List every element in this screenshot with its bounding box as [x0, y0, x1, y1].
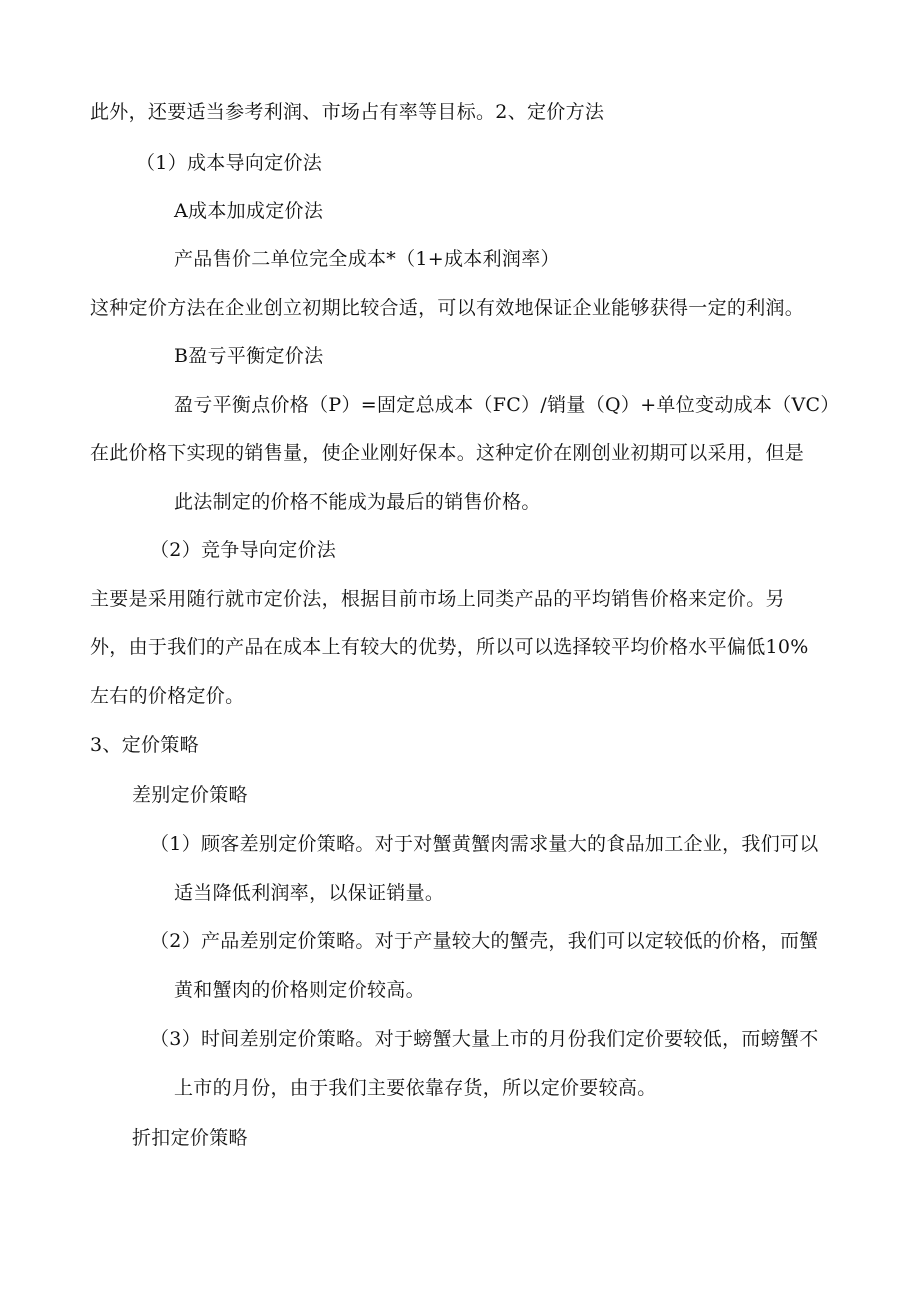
text-line-competition-3: 左右的价格定价。: [90, 685, 245, 707]
subheading-differential-pricing: 差别定价策略: [132, 784, 248, 806]
text-line-competition-1: 主要是采用随行就市定价法，根据目前市场上同类产品的平均销售价格来定价。另: [90, 588, 785, 610]
text-line-breakeven-note-1: 在此价格下实现的销售量，使企业刚好保本。这种定价在刚创业初期可以采用，但是: [90, 442, 805, 464]
heading-cost-oriented-pricing: （1）成本导向定价法: [136, 152, 323, 174]
subheading-cost-plus-pricing: A成本加成定价法: [174, 200, 324, 222]
text-line-product-diff-2: 黄和蟹肉的价格则定价较高。: [174, 979, 425, 1001]
text-line-time-diff-2: 上市的月份，由于我们主要依靠存货，所以定价要较高。: [174, 1077, 657, 1099]
heading-competition-pricing: （2）竞争导向定价法: [150, 539, 337, 561]
formula-cost-plus: 产品售价二单位完全成本*（1+成本利润率）: [174, 248, 560, 270]
text-line-cost-plus-note: 这种定价方法在企业创立初期比较合适，可以有效地保证企业能够获得一定的利润。: [90, 297, 805, 319]
heading-pricing-strategy: 3、定价策略: [90, 734, 199, 756]
formula-breakeven: 盈亏平衡点价格（P）=固定总成本（FC）/销量（Q）+单位变动成本（VC）: [174, 394, 840, 416]
text-line-breakeven-note-2: 此法制定的价格不能成为最后的销售价格。: [174, 491, 541, 513]
subheading-breakeven-pricing: B盈亏平衡定价法: [174, 345, 324, 367]
text-line-product-diff-1: （2）产品差别定价策略。对于产量较大的蟹壳，我们可以定较低的价格，而蟹: [150, 930, 819, 952]
text-line-customer-diff-2: 适当降低利润率，以保证销量。: [174, 882, 445, 904]
text-line-customer-diff-1: （1）顾客差别定价策略。对于对蟹黄蟹肉需求量大的食品加工企业，我们可以: [150, 833, 819, 855]
text-line-time-diff-1: （3）时间差别定价策略。对于螃蟹大量上市的月份我们定价要较低，而螃蟹不: [150, 1028, 819, 1050]
subheading-discount-pricing: 折扣定价策略: [132, 1127, 248, 1149]
text-line-intro-pricing-methods: 此外，还要适当参考利润、市场占有率等目标。2、定价方法: [90, 101, 605, 123]
text-line-competition-2: 外，由于我们的产品在成本上有较大的优势，所以可以选择较平均价格水平偏低10%: [90, 636, 809, 658]
